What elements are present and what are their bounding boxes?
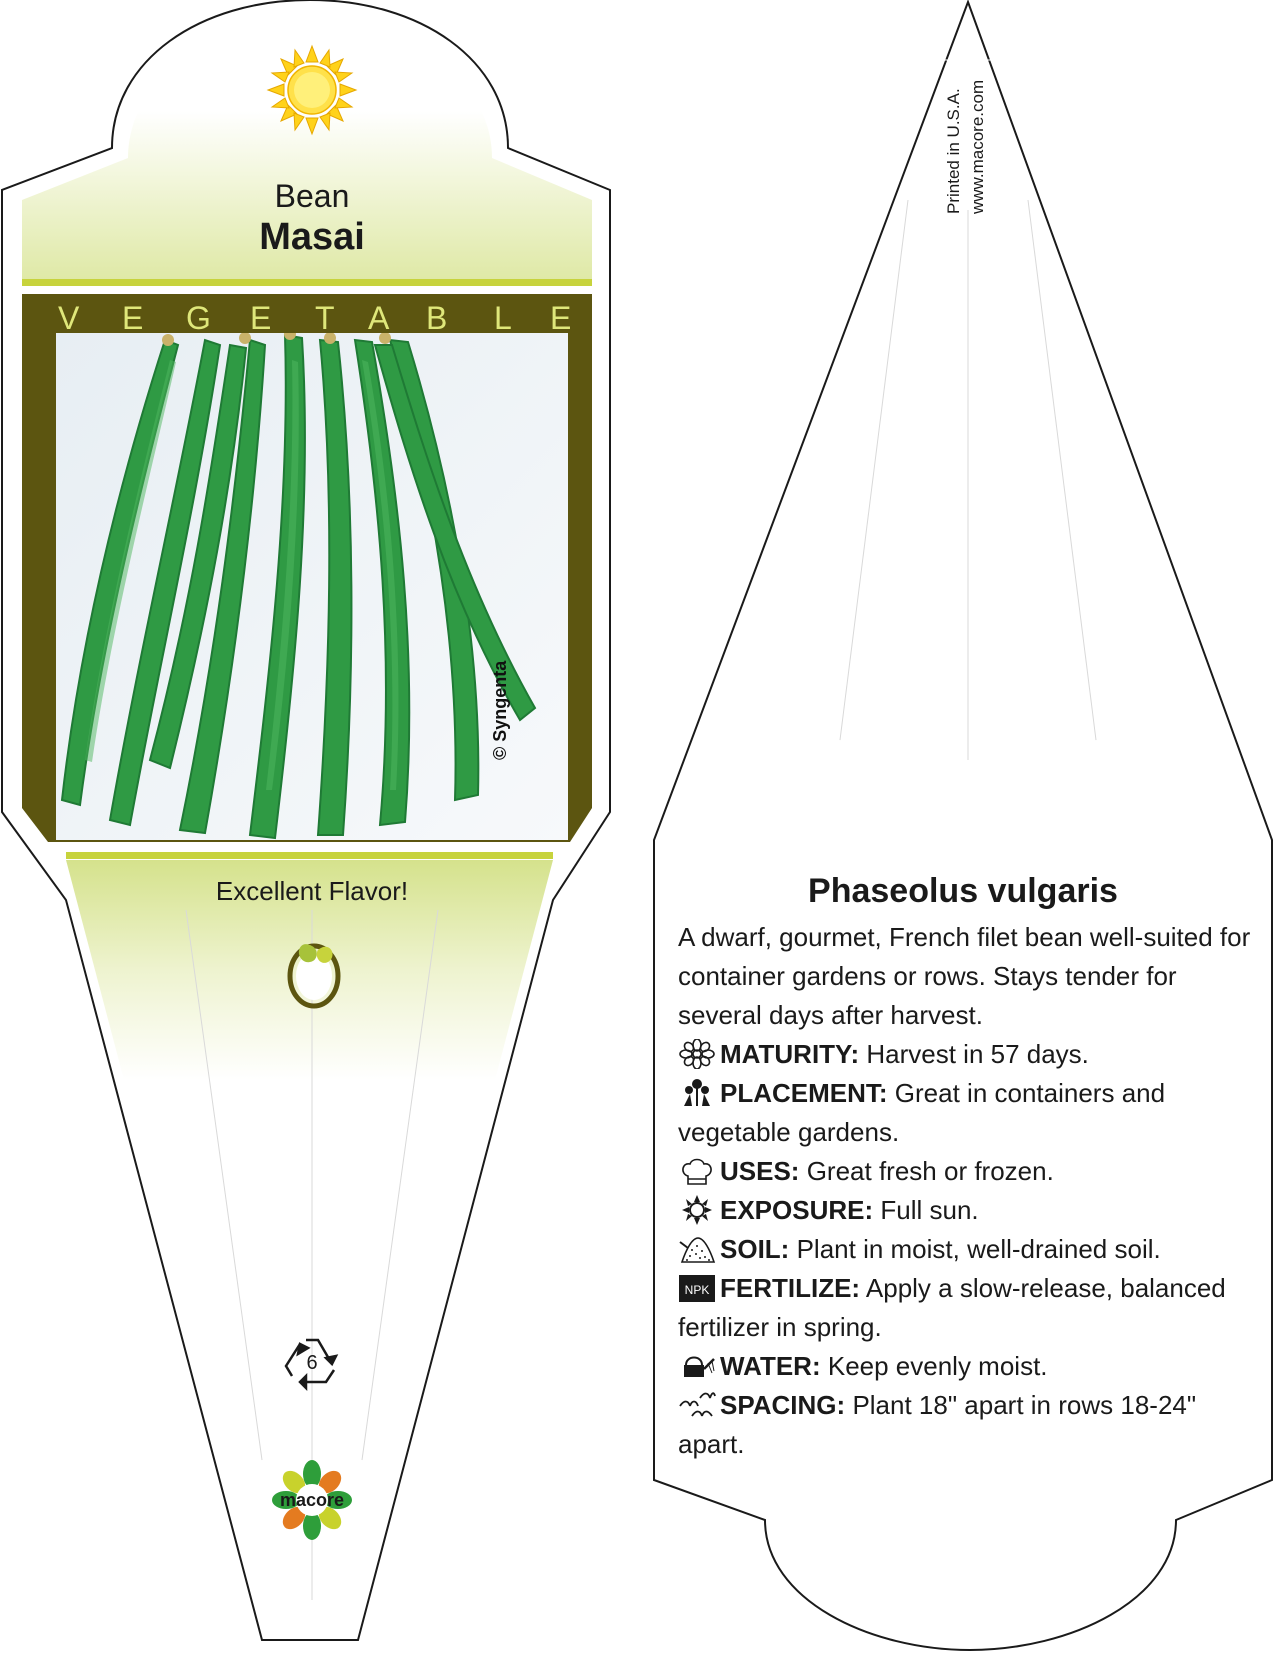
category-letter: V: [58, 300, 80, 336]
watering-can-icon: [678, 1351, 716, 1381]
category-letter: T: [315, 300, 335, 336]
sun-icon: [678, 1195, 716, 1225]
npk-icon: [678, 1273, 716, 1303]
category-letter: E: [550, 300, 572, 336]
recycle-number: 6: [306, 1352, 318, 1374]
printed-in: Printed in U.S.A.: [944, 88, 963, 214]
attribute-uses: USES: Great fresh or frozen.: [678, 1152, 1258, 1191]
plants-icon: [678, 1078, 716, 1108]
category-letter: E: [250, 300, 272, 336]
attribute-fertilize: NPK FERTILIZE: Apply a slow-release, balanced fertilizer in spring.: [678, 1273, 1226, 1342]
category-letter: L: [494, 300, 512, 336]
plant-name: Bean: [274, 178, 350, 214]
category-letter: A: [368, 300, 390, 336]
variety-name: Masai: [259, 216, 365, 258]
attribute-exposure: EXPOSURE: Full sun.: [678, 1191, 1258, 1230]
photo-credit: © Syngenta: [490, 660, 510, 760]
description: A dwarf, gourmet, French filet bean well-suited for container gardens or rows. Stays tender for several days after harvest.: [678, 922, 1251, 1030]
tagline: Excellent Flavor!: [215, 876, 409, 906]
attribute-soil: SOIL: Plant in moist, well-drained soil.: [678, 1230, 1258, 1269]
category-letter: B: [426, 300, 448, 336]
attribute-spacing: SPACING: Plant 18" apart in rows 18-24" apart.: [678, 1390, 1197, 1459]
svg-text:NPK: NPK: [684, 1283, 710, 1297]
attribute-placement: PLACEMENT: Great in containers and vegetable gardens.: [678, 1078, 1166, 1147]
care-info: [678, 918, 1258, 1464]
botanical-name: Phaseolus vulgaris: [808, 872, 1118, 910]
soil-pile-icon: [678, 1234, 716, 1264]
attribute-maturity: MATURITY: Harvest in 57 days.: [678, 1035, 1258, 1074]
chef-hat-icon: [678, 1156, 716, 1186]
website: www.macore.com: [968, 79, 987, 214]
attribute-water: WATER: Keep evenly moist.: [678, 1347, 1258, 1386]
flower-outline-icon: [678, 1039, 716, 1069]
category-letter: G: [186, 300, 211, 336]
brand-logo-text: macore: [279, 1490, 345, 1510]
seedlings-icon: [678, 1390, 716, 1420]
category-letter: E: [122, 300, 144, 336]
